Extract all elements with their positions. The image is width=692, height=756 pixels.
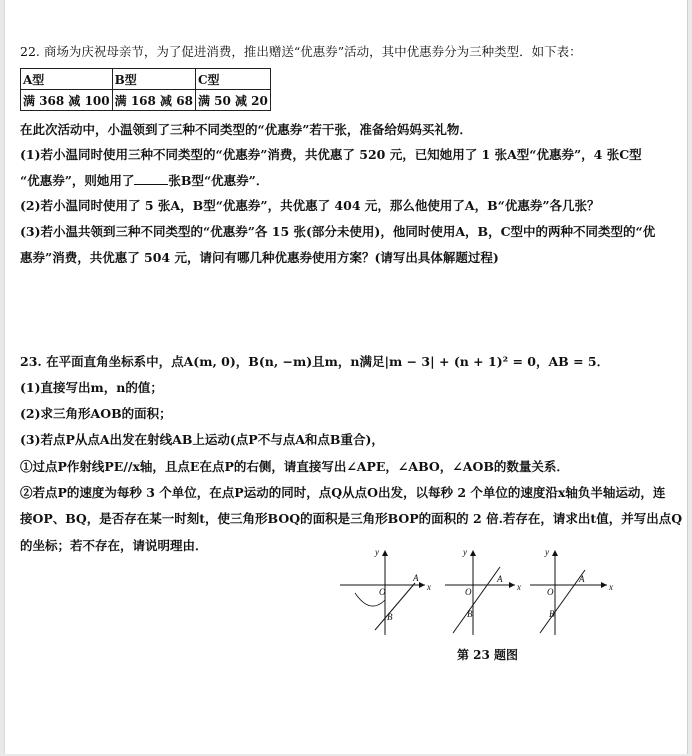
- header-c: C型: [195, 69, 270, 90]
- figure-1: [340, 547, 431, 635]
- fig1-b-label: B: [387, 612, 393, 622]
- q23-figure: [335, 545, 615, 640]
- answer-blank[interactable]: [134, 172, 168, 185]
- fig2-x-label: x: [517, 582, 521, 592]
- fig3-origin-label: O: [547, 587, 554, 597]
- cell-c: 满 50 减 20: [195, 90, 270, 111]
- fig2-a-label: A: [497, 574, 503, 584]
- fig1-a-label: A: [413, 573, 419, 583]
- fig1-origin-label: O: [379, 587, 386, 597]
- q23-part1: (1)直接写出m，n的值；: [20, 380, 163, 395]
- figure-2: [445, 547, 521, 635]
- q22-part1-post: 张B型“优惠券”．: [168, 173, 269, 188]
- header-b: B型: [112, 69, 195, 90]
- q22-intro: 22. 商场为庆祝母亲节，为了促进消费，推出赠送“优惠券”活动，其中优惠券分为三种类型．如下表：: [20, 44, 582, 59]
- fig2-b-label: B: [467, 609, 473, 619]
- fig1-x-label: x: [427, 582, 431, 592]
- q22-context: 在此次活动中，小温领到了三种不同类型的“优惠券”若干张，准备给妈妈买礼物．: [20, 122, 472, 137]
- q22-part1-line2: [20, 172, 268, 189]
- table-row: [21, 90, 271, 111]
- table-header-row: [21, 69, 271, 90]
- q22-part3-line2: 惠券”消费，共优惠了 504 元，请问有哪几种优惠券使用方案？(请写出具体解题过程): [20, 250, 499, 265]
- q23-sub2-line2: 接OP、BQ，是否存在某一时刻t，使三角形BOQ的面积是三角形BOP的面积的 2 倍.若存在，请求出t值，并写出点Q: [20, 511, 683, 526]
- q23-sub2-line1: ②若点P的速度为每秒 3 个单位，在点P运动的同时，点Q从点O出发，以每秒 2 个单位的速度沿x轴负半轴运动，连: [20, 485, 666, 500]
- header-a: A型: [21, 69, 113, 90]
- fig2-origin-label: O: [465, 587, 472, 597]
- figure-3: [530, 547, 613, 635]
- fig3-x-label: x: [609, 582, 613, 592]
- cell-a: 满 368 减 100: [21, 90, 113, 111]
- q23-part2: (2)求三角形AOB的面积；: [20, 406, 172, 421]
- q22-part3-line1: (3)若小温共领到三种不同类型的“优惠券”各 15 张(部分未使用)，他同时使用A，B，C型中的两种不同类型的“优: [20, 224, 656, 239]
- q23-part3: (3)若点P从点A出发在射线AB上运动(点P不与点A和点B重合)，: [20, 432, 384, 447]
- cell-b: 满 168 减 68: [112, 90, 195, 111]
- q22-part1-line1: (1)若小温同时使用三种不同类型的“优惠券”消费，共优惠了 520 元，已知她用了 1 张A型“优惠券”，4 张C型: [20, 147, 642, 162]
- fig3-b-label: B: [549, 609, 555, 619]
- fig3-y-label: y: [545, 547, 549, 557]
- q22-part1-pre: “优惠券”，则她用了: [20, 173, 135, 188]
- figure-caption: 第 23 题图: [457, 648, 519, 662]
- exam-page: [4, 0, 688, 754]
- fig1-y-label: y: [375, 547, 379, 557]
- fig3-a-label: A: [579, 574, 585, 584]
- q23-intro: 23. 在平面直角坐标系中，点A(m, 0)，B(n, −m)且m，n满足|m − 3| + (n + 1)² = 0，AB = 5．: [20, 354, 610, 369]
- q22-part2: (2)若小温同时使用了 5 张A，B型“优惠券”，共优惠了 404 元，那么他使用了A，B“优惠券”各几张？: [20, 198, 600, 213]
- q23-sub2-line3: 的坐标；若不存在，请说明理由．: [20, 538, 208, 553]
- coupon-table: [20, 68, 271, 111]
- fig2-y-label: y: [463, 547, 467, 557]
- q23-sub1: ①过点P作射线PE//x轴，且点E在点P的右侧，请直接写出∠APE，∠ABO，∠AOB的数量关系．: [20, 459, 569, 474]
